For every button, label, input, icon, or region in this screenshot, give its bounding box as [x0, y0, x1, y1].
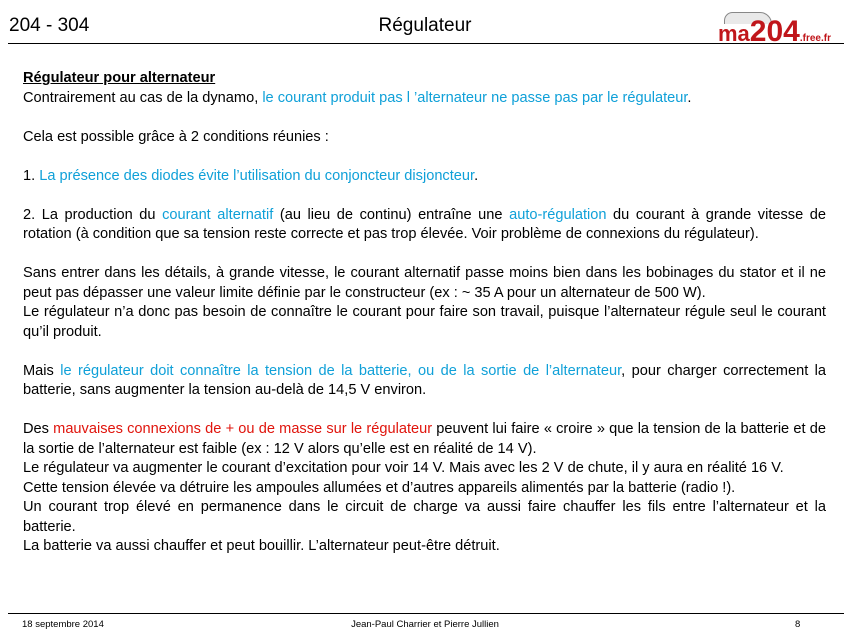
p8-text-a: Des	[23, 421, 54, 437]
p7-text-a: Mais	[23, 362, 61, 379]
header-divider	[8, 43, 844, 44]
p1-text-c: .	[687, 89, 692, 106]
logo-domain: .free.fr	[799, 33, 831, 44]
paragraph-4	[23, 206, 826, 245]
page-content	[23, 69, 826, 557]
paragraph-10: Cette tension élevée va détruire les ampoules allumées et d’autres appareils alimentés par la batterie (radio !).	[23, 479, 736, 496]
p4-highlight-2: auto-régulation	[509, 206, 607, 223]
p3-highlight: La présence des diodes évite l’utilisation du conjoncteur disjoncteur	[39, 167, 475, 184]
header-model: 204 - 304	[9, 15, 90, 36]
p4-text-e: du courant à grande vitesse de rotation (à condition que sa tension reste correcte et pas trop élevée. Voir problème de connexions du régulateur).	[23, 206, 826, 242]
page-number: 8	[795, 619, 801, 630]
p3-text-c: .	[474, 167, 479, 184]
p8-text-c: peuvent lui faire « croire » que la tension de la batterie et de la sortie de l’alternateur est faible (ex : 12 V alors qu’elle est en réalité de 14 V).	[23, 421, 826, 457]
p7-highlight: le régulateur doit connaître la tension de la batterie, ou de la sortie de l’alternateur	[60, 362, 622, 379]
p1-highlight: le courant produit pas l ’alternateur ne passe pas par le régulateur	[262, 89, 688, 106]
footer-date: 18 septembre 2014	[22, 619, 104, 630]
footer-divider	[8, 613, 844, 614]
paragraph-11: Un courant trop élevé en permanence dans le circuit de charge va aussi faire chauffer les fils entre l’alternateur et la batterie.	[23, 499, 826, 535]
p8-highlight: mauvaises connexions de + ou de masse sur le régulateur	[53, 421, 433, 437]
paragraph-2: Cela est possible grâce à 2 conditions réunies :	[23, 128, 329, 145]
paragraph-3	[23, 167, 826, 187]
section-heading: Régulateur pour alternateur	[23, 70, 216, 86]
p4-text-a: 2. La production du	[23, 206, 163, 223]
p3-text-a: 1.	[23, 167, 40, 184]
p4-highlight-1: courant alternatif	[162, 206, 274, 223]
paragraph-1	[23, 89, 826, 109]
p7-text-c: , pour charger correctement la batterie, sans augmenter la tension au-delà de 14,5 V environ.	[23, 362, 827, 398]
paragraph-5: Sans entrer dans les détails, à grande vitesse, le courant alternatif passe moins bien dans les bobinages du stator et il ne peut pas dépasser une valeur limite définie par le constructeur (ex : ~ 35 A pour un alternateur de 500 W).	[23, 265, 826, 301]
paragraph-8	[23, 420, 826, 459]
logo-ma: ma	[718, 21, 750, 46]
logo-204: 204	[749, 15, 800, 48]
paragraph-9: Le régulateur va augmenter le courant d’excitation pour voir 14 V. Mais avec les 2 V de chute, il y aura en réalité 16 V.	[23, 460, 784, 476]
footer-authors: Jean-Paul Charrier et Pierre Jullien	[351, 619, 499, 630]
p4-text-c: (au lieu de continu) entraîne une	[273, 206, 510, 223]
site-logo[interactable]	[718, 12, 846, 48]
paragraph-12: La batterie va aussi chauffer et peut bouillir. L’alternateur peut-être détruit.	[23, 538, 500, 554]
paragraph-7	[23, 362, 826, 401]
page-title: Régulateur	[378, 15, 472, 36]
paragraph-6: Le régulateur n’a donc pas besoin de connaître le courant pour faire son travail, puisque l’alternateur régule seul le courant qu’il produit.	[23, 304, 826, 340]
p1-text-a: Contrairement au cas de la dynamo,	[23, 89, 263, 106]
